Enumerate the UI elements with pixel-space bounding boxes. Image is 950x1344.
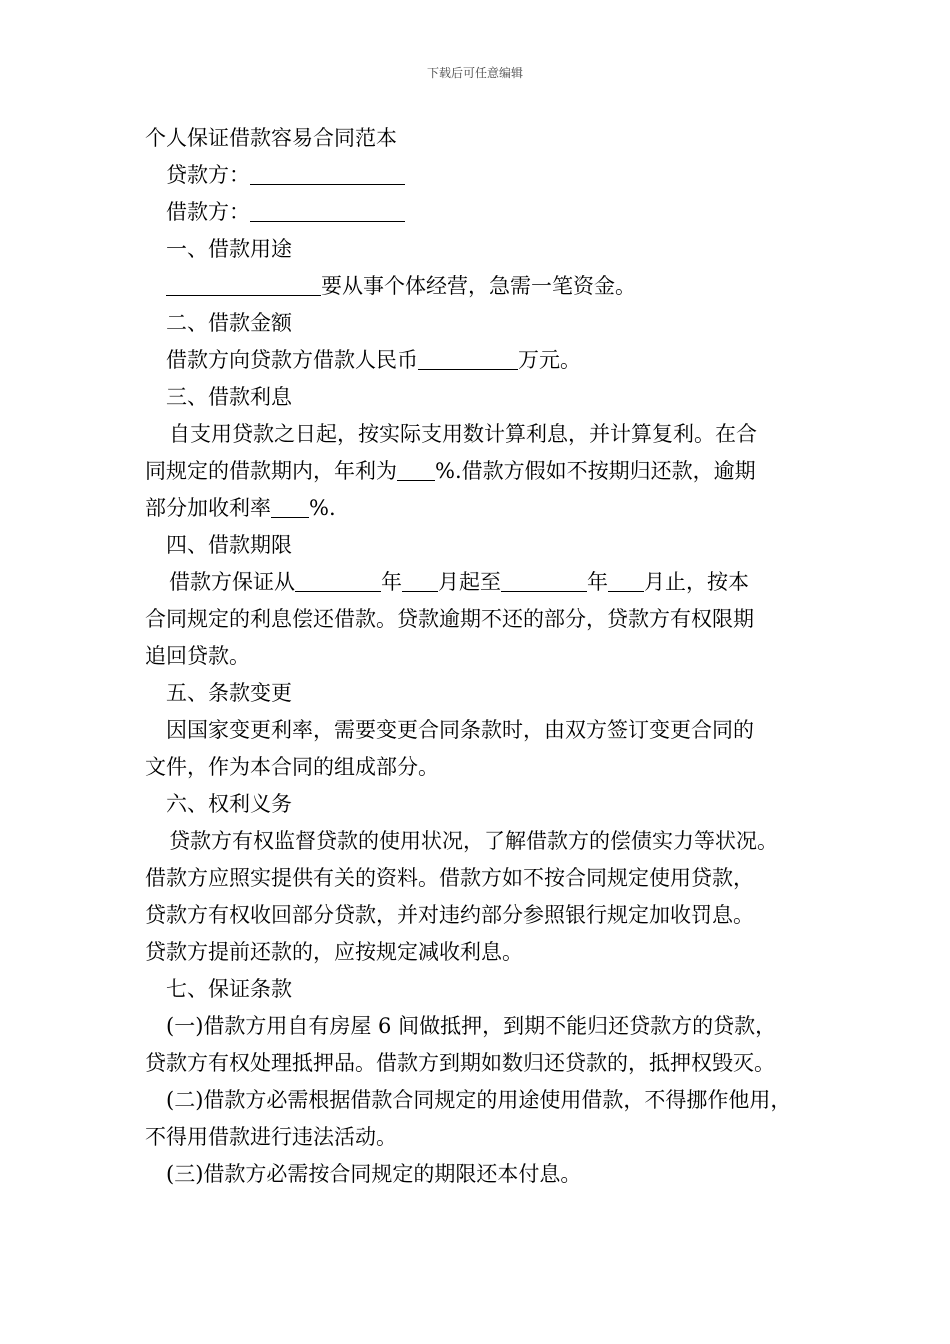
section-4-line-1 — [145, 564, 815, 601]
lender-line — [145, 157, 815, 194]
purpose-text: 要从事个体经营，急需一笔资金。 — [321, 274, 636, 298]
end-year-label: 年 — [587, 570, 608, 594]
borrower-line — [145, 194, 815, 231]
section-6-heading: 六、权利义务 — [166, 792, 292, 816]
page-header: 下载后可任意编辑 — [426, 66, 523, 80]
section-6-line-3: 贷款方有权收回部分贷款，并对违约部分参照银行规定加收罚息。 — [145, 903, 754, 927]
section-3-line-3 — [145, 490, 815, 527]
end-year-blank — [501, 569, 587, 592]
overdue-rate-text: 部分加收利率 — [145, 496, 271, 520]
rate-text-before: 同规定的借款期内，年利为 — [145, 459, 397, 483]
document-title: 个人保证借款容易合同范本 — [145, 126, 397, 150]
borrower-label: 借款方： — [166, 200, 250, 224]
section-7-clause-1-line-2: 贷款方有权处理抵押品。借款方到期如数归还贷款的，抵押权毁灭。 — [145, 1051, 775, 1075]
section-5-line-1: 因国家变更利率，需要变更合同条款时，由双方签订变更合同的 — [166, 718, 754, 742]
document-body — [145, 120, 815, 1193]
section-7-clause-1-line-1: (一)借款方用自有房屋 6 间做抵押，到期不能归还贷款方的贷款， — [166, 1014, 777, 1038]
amount-blank — [418, 347, 518, 370]
section-4-heading: 四、借款期限 — [166, 533, 292, 557]
section-2-text — [145, 342, 815, 379]
section-7-clause-2-line-2: 不得用借款进行违法活动。 — [145, 1125, 397, 1149]
overdue-rate-suffix: %. — [309, 496, 336, 520]
section-2-heading: 二、借款金额 — [166, 311, 292, 335]
term-text-after: 月止，按本 — [644, 570, 749, 594]
section-6-line-1: 贷款方有权监督贷款的使用状况，了解借款方的偿债实力等状况。 — [169, 829, 778, 853]
term-text-mid: 月起至 — [438, 570, 501, 594]
term-text-before: 借款方保证从 — [169, 570, 295, 594]
section-6-line-4: 贷款方提前还款的，应按规定减收利息。 — [145, 940, 523, 964]
purpose-blank — [166, 273, 321, 296]
section-7-clause-3-line-1: (三)借款方必需按合同规定的期限还本付息。 — [166, 1162, 582, 1186]
overdue-rate-blank — [271, 495, 309, 518]
section-3-line-2 — [145, 453, 815, 490]
end-month-blank — [608, 569, 644, 592]
section-4-line-3: 追回贷款。 — [145, 644, 250, 668]
rate-text-after: %.借款方假如不按期归还款，逾期 — [435, 459, 756, 483]
start-year-blank — [295, 569, 381, 592]
section-4-line-2: 合同规定的利息偿还借款。贷款逾期不还的部分，贷款方有权限期 — [145, 607, 754, 631]
lender-label: 贷款方： — [166, 163, 250, 187]
start-year-label: 年 — [381, 570, 402, 594]
section-7-clause-2-line-1: (二)借款方必需根据借款合同规定的用途使用借款，不得挪作他用， — [166, 1088, 792, 1112]
section-6-line-2: 借款方应照实提供有关的资料。借款方如不按合同规定使用贷款， — [145, 866, 754, 890]
amount-text-after: 万元。 — [518, 348, 581, 372]
section-3-heading: 三、借款利息 — [166, 385, 292, 409]
section-7-heading: 七、保证条款 — [166, 977, 292, 1001]
amount-text-before: 借款方向贷款方借款人民币 — [166, 348, 418, 372]
lender-blank — [250, 162, 405, 185]
section-3-line-1: 自支用贷款之日起，按实际支用数计算利息，并计算复利。在合 — [169, 422, 757, 446]
borrower-blank — [250, 199, 405, 222]
section-1-text — [145, 268, 815, 305]
section-5-line-2: 文件，作为本合同的组成部分。 — [145, 755, 439, 779]
start-month-blank — [402, 569, 438, 592]
annual-rate-blank — [397, 458, 435, 481]
section-1-heading: 一、借款用途 — [166, 237, 292, 261]
section-5-heading: 五、条款变更 — [166, 681, 292, 705]
